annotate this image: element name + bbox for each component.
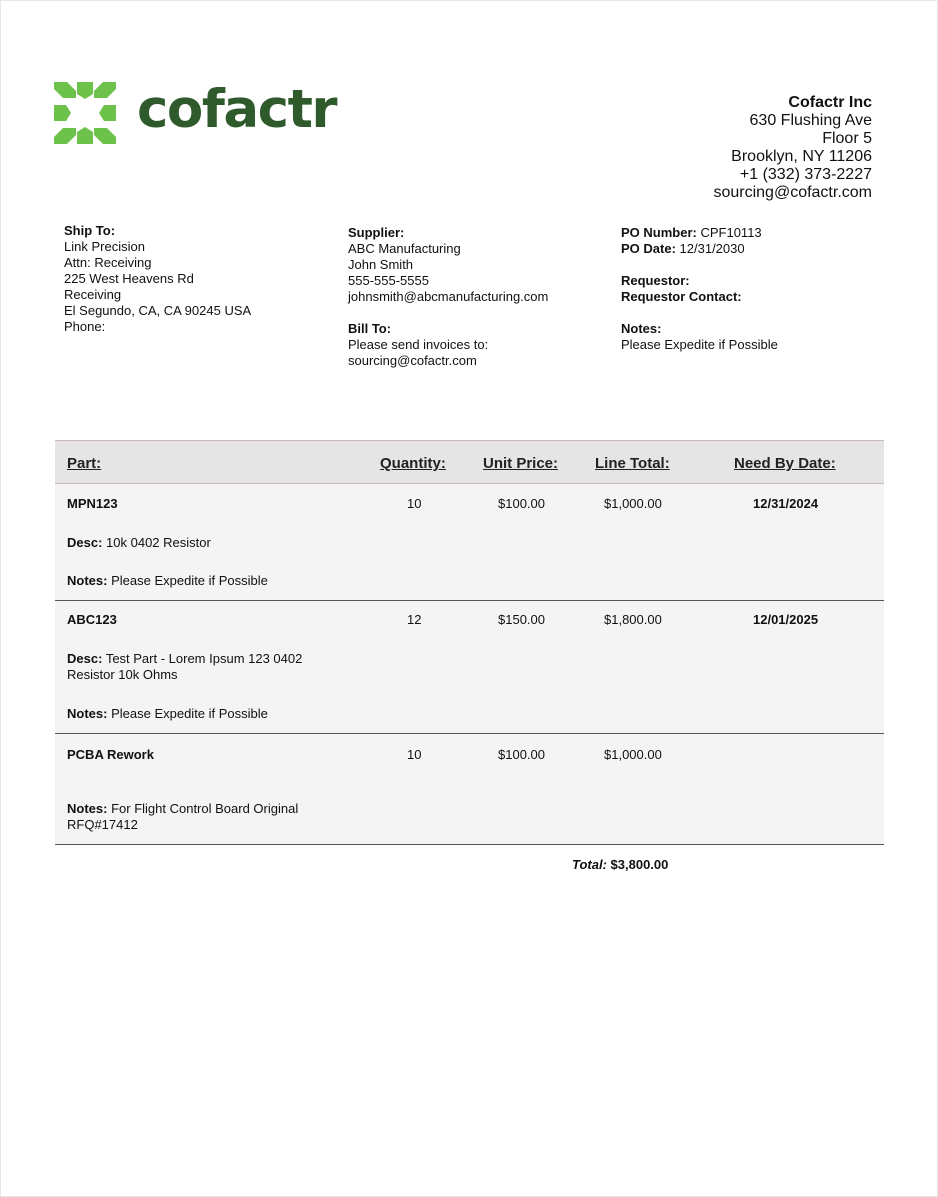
row-description [67,535,357,551]
ship-to-block [64,223,251,335]
supplier-line: johnsmith@abcmanufacturing.com [348,289,549,304]
supplier-label: Supplier: [348,225,405,240]
ship-to-line: Link Precision [64,239,145,254]
po-info-block [621,225,778,353]
po-date-label: PO Date: [621,241,676,256]
company-phone: +1 (332) 373-2227 [739,166,872,183]
ship-to-line: El Segundo, CA, CA 90245 USA [64,303,252,318]
logo-wordmark: cofactr [137,78,337,140]
po-notes: Please Expedite if Possible [621,337,778,352]
row-line-total: $1,800.00 [604,612,662,627]
row-part-number: MPN123 [67,496,118,511]
po-number-label: PO Number: [621,225,697,240]
total-label: Total: [572,857,607,872]
company-logo [54,78,337,144]
header-line-total: Line Total: [595,455,670,472]
row-notes [67,573,357,589]
po-date-row [621,241,778,257]
desc-label: Desc: [67,651,103,666]
line-items-table [55,440,884,845]
row-unit-price: $100.00 [498,747,545,762]
table-row [55,734,884,845]
table-header [55,440,884,484]
row-notes [67,706,357,722]
notes-text: Please Expedite if Possible [111,573,268,588]
row-part-number: PCBA Rework [67,747,154,762]
row-description [67,651,357,683]
company-city-state-zip: Brooklyn, NY 11206 [731,148,872,165]
bill-to-line: sourcing@cofactr.com [348,353,477,368]
row-quantity: 12 [407,612,422,627]
desc-label: Desc: [67,535,103,550]
ship-to-label: Ship To: [64,223,116,238]
company-address-line2: Floor 5 [822,130,872,147]
company-address-line1: 630 Flushing Ave [749,112,872,129]
notes-label: Notes: [67,801,108,816]
po-notes-label: Notes: [621,321,662,336]
company-address [713,94,872,202]
desc-text: 10k 0402 Resistor [106,535,211,550]
ship-to-line: Receiving [64,287,122,302]
po-number: CPF10113 [700,225,762,240]
total-value: $3,800.00 [610,857,669,872]
desc-text: Test Part - Lorem Ipsum 123 0402 [105,651,303,666]
header-quantity: Quantity: [380,455,446,472]
row-quantity: 10 [407,747,422,762]
row-unit-price: $150.00 [498,612,545,627]
supplier-line: 555-555-5555 [348,273,429,288]
notes-label: Notes: [67,706,108,721]
table-row [55,484,884,601]
supplier-line: ABC Manufacturing [348,241,461,256]
row-unit-price: $100.00 [498,496,545,511]
supplier-block [348,225,548,369]
order-total [572,857,668,872]
requestor-contact-label: Requestor Contact: [621,289,742,304]
notes-label: Notes: [67,573,108,588]
po-number-row [621,225,778,241]
row-line-total: $1,000.00 [604,496,662,511]
ship-to-line: 225 West Heavens Rd [64,271,194,286]
notes-text-continued: RFQ#17412 [67,817,138,832]
supplier-line: John Smith [348,257,414,272]
requestor-label: Requestor: [621,273,690,288]
ship-to-line: Phone: [64,319,106,334]
desc-text-continued: Resistor 10k Ohms [67,667,178,682]
header-unit-price: Unit Price: [483,455,559,472]
row-need-by-date: 12/31/2024 [753,496,819,511]
header-need-by-date: Need By Date: [734,455,836,472]
row-part-number: ABC123 [67,612,117,627]
cofactr-logo-icon [54,82,116,144]
ship-to-line: Attn: Receiving [64,255,152,270]
bill-to-line: Please send invoices to: [348,337,489,352]
row-notes [67,801,357,833]
company-email: sourcing@cofactr.com [713,184,872,201]
notes-text: Please Expedite if Possible [111,706,268,721]
notes-text: For Flight Control Board Original [111,801,299,816]
row-line-total: $1,000.00 [604,747,662,762]
table-row [55,601,884,734]
row-quantity: 10 [407,496,422,511]
po-date: 12/31/2030 [679,241,745,256]
company-name: Cofactr Inc [788,94,872,111]
bill-to-label: Bill To: [348,321,392,336]
row-need-by-date: 12/01/2025 [753,612,819,627]
header-part: Part: [67,455,102,472]
